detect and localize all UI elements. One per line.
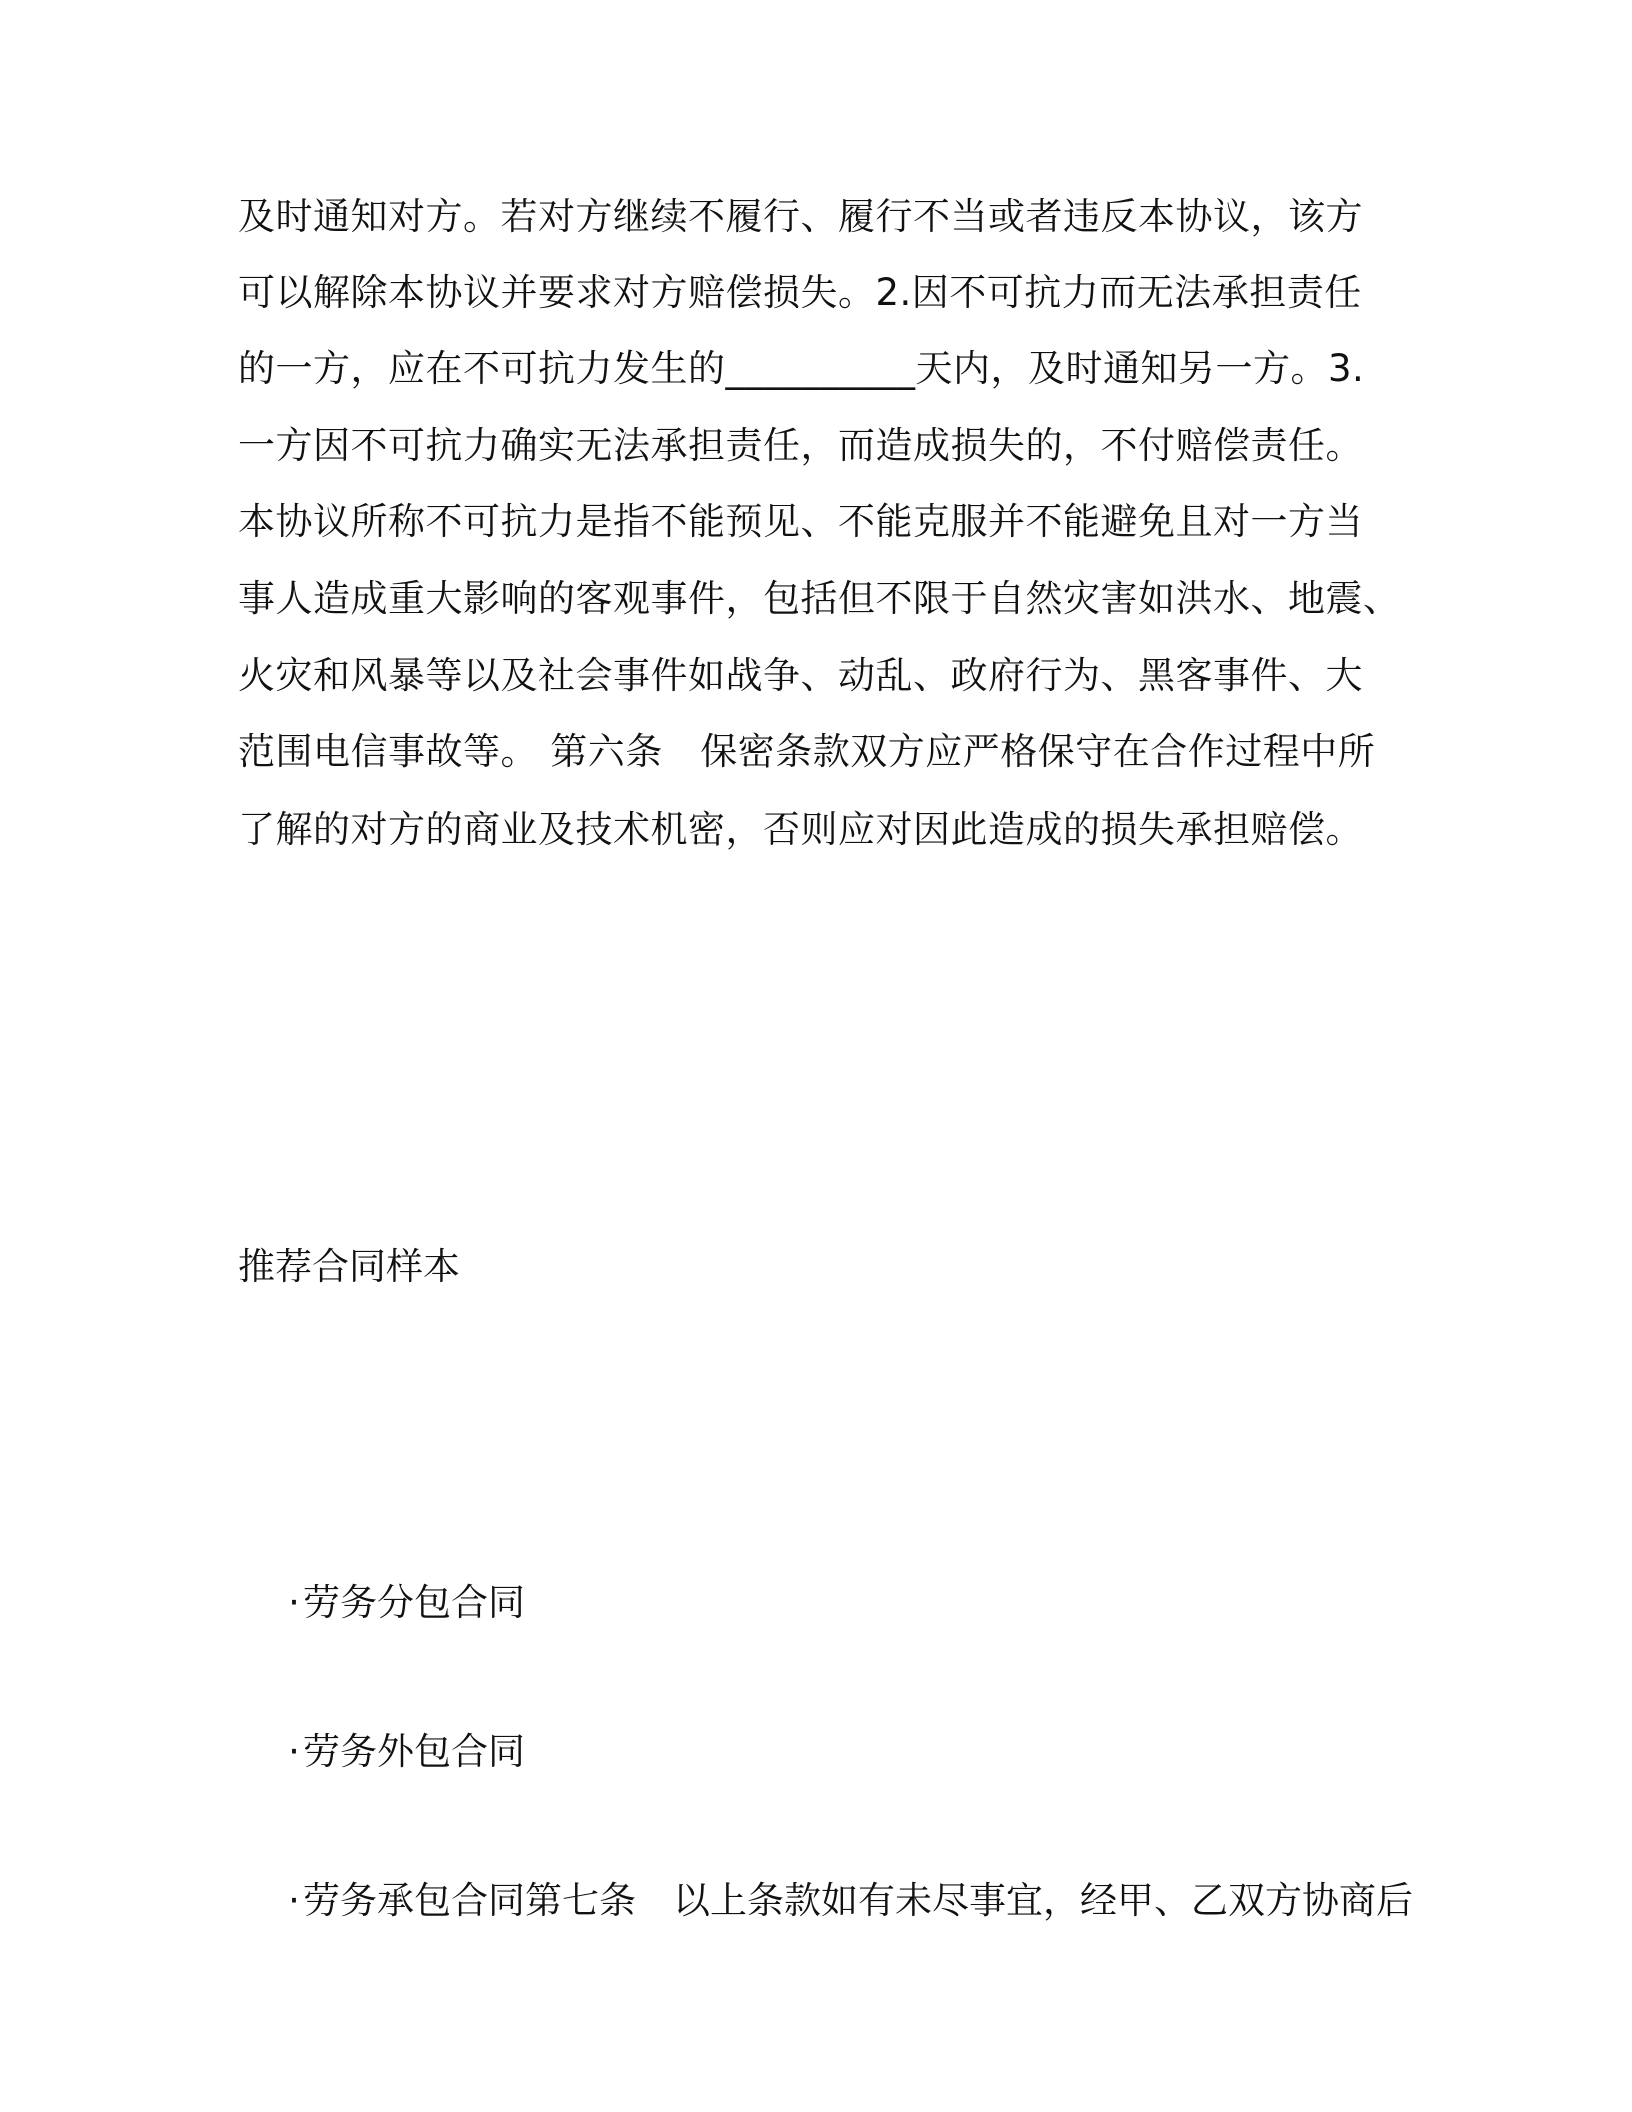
bullet: · xyxy=(288,1730,300,1773)
recommend-item-label: 劳务承包合同第七条 以上条款如有未尽事宜，经甲、乙双方协商后 xyxy=(303,1879,1414,1922)
recommend-item-labor-contracting[interactable] xyxy=(238,1826,1413,1976)
body-line-6: 事人造成重大影响的客观事件，包括但不限于自然灾害如洪水、地震、 xyxy=(238,577,1401,620)
recommend-item-label: 劳务分包合同 xyxy=(303,1581,526,1624)
body-line-2: 可以解除本协议并要求对方赔偿损失。2.因不可抗力而无法承担责任 xyxy=(238,271,1362,314)
recommend-item-labor-outsourcing[interactable] xyxy=(238,1677,525,1827)
recommend-item-labor-subcontract[interactable] xyxy=(238,1528,525,1678)
body-line-8: 范围电信事故等。 第六条 保密条款双方应严格保守在合作过程中所 xyxy=(238,730,1376,773)
body-line-5: 本协议所称不可抗力是指不能预见、不能克服并不能避免且对一方当 xyxy=(238,500,1363,543)
body-line-3: 的一方，应在不可抗力发生的__________天内，及时通知另一方。3. xyxy=(238,347,1365,390)
body-line-4: 一方因不可抗力确实无法承担责任，而造成损失的，不付赔偿责任。 xyxy=(238,424,1363,467)
recommend-heading: 推荐合同样本 xyxy=(238,1245,460,1288)
recommend-item-label: 劳务外包合同 xyxy=(303,1730,526,1773)
body-line-7: 火灾和风暴等以及社会事件如战争、动乱、政府行为、黑客事件、大 xyxy=(238,654,1363,697)
bullet: · xyxy=(288,1581,300,1624)
body-line-1: 及时通知对方。若对方继续不履行、履行不当或者违反本协议，该方 xyxy=(238,195,1363,238)
bullet: · xyxy=(288,1879,300,1922)
body-line-9: 了解的对方的商业及技术机密，否则应对因此造成的损失承担赔偿。 xyxy=(238,808,1363,851)
